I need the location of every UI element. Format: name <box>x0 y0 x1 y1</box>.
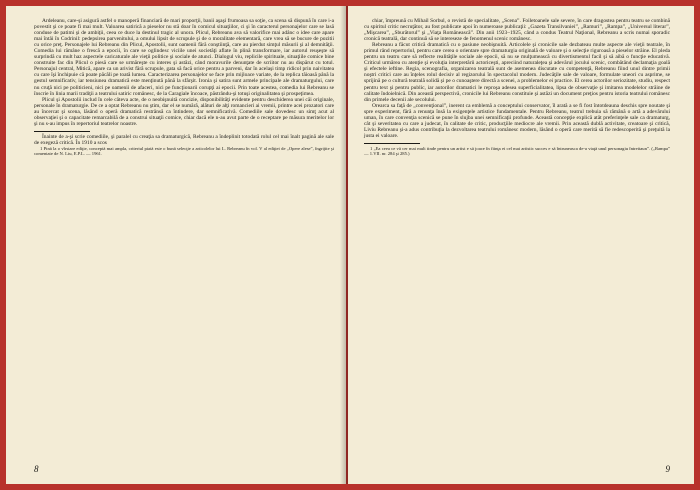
left-page <box>6 6 346 484</box>
footnote-divider <box>364 143 420 144</box>
paragraph: Rebreanu a făcut critică dramatică cu o pasiune neobişnuită. Articolele şi cronicile sale dezbateau multe aspecte ale vieţii teatrale, în primul rând repertoriul, pentru care cerea o orientare spre dramaturgia originală de valoare şi o selecţie riguroasă a pieselor străine. El pleda pentru un teatru care să reflecte realităţile sociale ale epocii, să nu se mulţumească cu divertismentul facil şi să aibă o funcţie educativă. Criticul urmărea cu atenţie şi evoluţia interpretării actoriceşti, apreciind naturaleţea şi adevărul jocului scenic, combătând declamaţia goală şi efectele ieftine. Regia, scenografia, organizarea teatrală sunt de asemenea discutate cu competenţă, Rebreanu fiind unul dintre primii noştri critici care au înţeles rolul decisiv al regizorului în spectacolul modern. Judecăţile sale de valoare, formulate uneori cu asprime, se sprijină pe o cultură teatrală solidă şi pe o cunoaştere directă a scenei, a problemelor ei practice. El cerea actorilor seriozitate, studiu, respect pentru text şi pentru public, iar autorilor dramatici le reproşa adesea superficialitatea, lipsa de observaţie şi imitarea modelelor străine de calitate îndoielnică. Din această perspectivă, cronicile lui Rebreanu constituie şi astăzi un document preţios pentru istoria teatrului românesc din primele decenii ale secolului. <box>364 42 670 103</box>
footnote-divider <box>34 131 90 132</box>
paragraph: Înainte de a-şi scrie comediile, şi paralel cu creaţia sa dramaturgică, Rebreanu a îndeplinit totodată rolul cel mai înalt pagină ale sale de exegeză critică. În 1910 a scos <box>34 133 334 146</box>
footnote: 1 „Ea ceea ce vă cer mai mult tinde pentru un artist e să joace în fiinţa ei cel mai artistic succes e să întruneasca de-a viaţă unul personagiu întreitaun”. („Rampa” — 1.VII. nr. 284 şi 285.) <box>364 145 670 157</box>
right-page <box>348 6 694 484</box>
page-number: 8 <box>34 464 39 474</box>
paragraph: Plicul şi Apostolii includ în cele câteva acte, de o neobişnuită concizie, disponibilităţi evidente pentru deschiderea unei căi originale, personale în dramaturgie. De ce a optat Rebreanu nu ştim, dar el se numără, alături de alţi romancieri ai vremii, printre acei prozatori care au încercat şi scena, lăsând o operă dramatică restrânsă ca întindere, dar semnificativă. Comediile sale dovedesc un simţ acut al observaţiei şi o capacitate remarcabilă de a construi situaţii comice, chiar dacă ele n-au avut parte de o receptare pe măsura meritelor lor şi nu s-au impus în repertoriul teatrelor noastre. <box>34 96 334 127</box>
paragraph: chiar, împreună cu Mihail Sorbul, o revistă de specialitate, „Scena”. Foiletoanele sale severe, în care dragostea pentru teatru se combină cu spiritul critic necruţător, au fost publicate apoi în numeroase publicaţii: „Gazeta Transilvaniei”, „Ramuri”, „Rampa”, „Universul literar”, „Mişcarea”, „Sburătorul” şi „Viaţa Românească”. Din anii 1923–1925, când a condus Teatrul Naţional, Rebreanu a scris numai sporadic cronică teatrală, dar continuă să se intereseze de fenomenul scenic românesc. <box>364 18 670 43</box>
paragraph: Ardeleanu, care-şi asigură astfel o manoperă financiară de mari proporţii, banii aşaşi frumoasa sa soţie, ca scena să dispună în care i-a povestit şi ce poate fi mai mult. Valoarea satirică a pieselor nu stă doar în comicul situaţiilor, ci şi în caracterul personajelor care se lasă conduse de patimi şi de ambiţii, ceea ce duce la destinul tragic al unora. Plicul, Rebreanu ava să valorifice mai adânc o idee care apare mai întâi în Codrinil: pedepsirea parvenitului, a omului lipsit de scrupule şi de o moralitate elementară, care vrea să se bucure de pozitii cu orice preţ. Personajele lui Rebreanu din Plicul, Apostolii, sunt oamenii fără conştiinţă, care au pierdut simţul măsurii şi al demnităţii. Comedia lui rămâne o frescă a epocii, în care se oglindesc viciile unei societăţi aflate în plină transformare, iar autorul reuşeşte să surprindă cu mult haz aspectele caricaturale ale vieţii politice şi sociale de atunci. Dialogul viu, replicile spirituale, situaţiile comice bine construite fac din Plicul o piesă care se urmăreşte cu interes şi astăzi, când moravurile denunţate de scriitor nu au dispărut cu totul. Personajul central, Mitică, apare ca un arivist fără scrupule, gata să facă orice pentru a parveni, dar în acelaşi timp ridicol prin naivitatea cu care îşi închipuie că poate păcăli pe toată lumea. Caracterizarea personajelor se face prin mijloace variate, de la replica tăioasă până la gestul semnificativ, iar tensiunea dramatică este menţinută până la sfârşit. Ironia şi satira sunt armele principale ale dramaturgului, care nu cruţă nici pe politicieni, nici pe oamenii de afaceri, nici pe funcţionarii corupţi ai epocii. Prin toate acestea, comedia lui Rebreanu se înscrie în linia marii tradiţii a teatrului satiric românesc, de la Caragiale încoace, păstrându-şi totuşi originalitatea şi prospeţimea. <box>34 18 334 97</box>
paragraph: Orearca sa faţă de „convenţional”, inerent ca emblemă a conceptului conservator, îl arată a se fi fost întotdeauna deschis spre noutate şi spre experiment, fără a renunţa însă la exigenţele artistice fundamentale. Pentru Rebreanu, teatrul trebuia să rămână o artă a adevărului uman, în care convenţia scenică se pune în slujba unei semnificaţii profunde. Această concepţie explică atât preferinţele sale ca dramaturg, cât şi severitatea cu care a judecat, în calitate de critic, producţiile mediocre ale vremii. Prin această dublă activitate, creatoare şi critică, Liviu Rebreanu şi-a adus contribuţia la dezvoltarea teatrului românesc modern, lăsând o operă care merită să fie redescoperită şi preţuită la justa ei valoare. <box>364 102 670 139</box>
footnote: 1 Pină la o vîrstare ediţie, conceptă mai ampla, criteriul piată este o bună selecţie a articolelor lui L. Rebreanu în vol. V al ediţiei de „Opere alese”, îngrijite şi comentate de N. Liu, E.P.L. — 1961. <box>34 145 334 157</box>
page-number: 9 <box>665 464 670 474</box>
